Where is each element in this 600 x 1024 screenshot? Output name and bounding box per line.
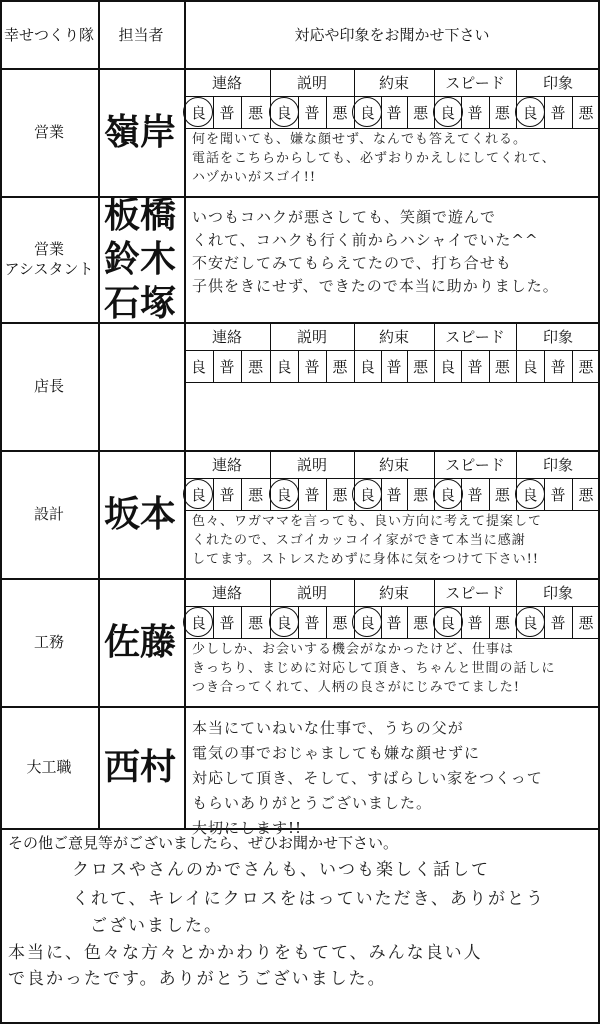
rating-option[interactable]: 普 [550, 485, 566, 504]
comment-line: もらいありがとうございました。 [192, 794, 433, 812]
rating-divider [407, 350, 408, 382]
rating-option[interactable]: 普 [386, 485, 402, 504]
rating-option[interactable]: 悪 [413, 613, 429, 632]
rating-divider [572, 96, 573, 128]
staff-name: 板橋 [104, 194, 177, 236]
rating-divider [381, 350, 382, 382]
rating-option[interactable]: 普 [219, 357, 235, 376]
department-text: アシスタント [4, 260, 94, 278]
staff-names [98, 68, 184, 196]
rating-option[interactable]: 悪 [413, 103, 429, 122]
rating-divider [461, 350, 462, 382]
rating-option[interactable]: 普 [219, 613, 235, 632]
category-label: 印象 [542, 455, 573, 474]
rating-divider [298, 606, 299, 638]
rating-option[interactable]: 良 [516, 478, 544, 510]
category-label: 連絡 [211, 327, 242, 346]
staff-name: 鈴木 [104, 238, 177, 280]
staff-name: 嶺岸 [104, 111, 177, 153]
selected-circle [433, 479, 463, 509]
rating-divider [241, 96, 242, 128]
category-label: 連絡 [211, 455, 242, 474]
staff-name: 西村 [104, 746, 177, 788]
rating-divider [213, 350, 214, 382]
rating-option[interactable]: 良 [434, 478, 461, 510]
selected-circle [269, 607, 299, 637]
rating-divider [241, 350, 242, 382]
rating-rule [184, 638, 600, 639]
frame-top [0, 0, 600, 2]
rating-option[interactable]: 悪 [578, 485, 594, 504]
rating-option[interactable]: 良 [184, 606, 213, 638]
category-label: 連絡 [211, 583, 242, 602]
category-label: 約束 [378, 455, 409, 474]
rating-option[interactable]: 普 [550, 357, 566, 376]
rating-divider [572, 606, 573, 638]
rating-option[interactable]: 普 [550, 613, 566, 632]
rating-option[interactable]: 悪 [248, 357, 264, 376]
category-label: 連絡 [211, 73, 242, 92]
rating-divider [326, 478, 327, 510]
selected-circle [183, 97, 213, 127]
category-label: スピード [445, 327, 505, 346]
rating-option[interactable]: 悪 [494, 103, 510, 122]
rating-option[interactable]: 良 [190, 357, 206, 376]
rating-option[interactable]: 良 [516, 96, 544, 128]
staff-names [98, 706, 184, 828]
selected-circle [352, 607, 382, 637]
category-label: 印象 [542, 327, 573, 346]
rating-divider [407, 96, 408, 128]
staff-name: 佐藤 [104, 621, 177, 663]
rating-option[interactable]: 普 [550, 103, 566, 122]
staff-names [98, 196, 184, 322]
comment-line: 不安だしてみてもらえてたので、打ち合せも [192, 254, 512, 272]
rating-option[interactable]: 良 [270, 606, 298, 638]
rating-option[interactable]: 普 [467, 613, 483, 632]
rating-option[interactable]: 悪 [413, 357, 429, 376]
rating-option[interactable]: 良 [276, 357, 292, 376]
comment-line: くれて、コハクも行く前からハシャイでいた^^ [192, 231, 539, 249]
header-team: 幸せつくり隊 [3, 25, 94, 44]
selected-circle [269, 479, 299, 509]
department-text: 工務 [33, 633, 64, 651]
rating-divider [544, 478, 545, 510]
rating-option[interactable]: 悪 [332, 357, 348, 376]
rating-divider [381, 478, 382, 510]
rating-option[interactable]: 普 [467, 103, 483, 122]
rating-option[interactable]: 良 [270, 478, 298, 510]
category-label: 説明 [296, 73, 327, 92]
staff-name: 坂本 [104, 493, 177, 535]
rating-divider [241, 478, 242, 510]
rating-option[interactable]: 悪 [248, 613, 264, 632]
department-label [0, 578, 98, 706]
rating-option[interactable]: 良 [516, 606, 544, 638]
rating-option[interactable]: 普 [304, 357, 320, 376]
rating-option[interactable]: 良 [184, 96, 213, 128]
selected-circle [183, 607, 213, 637]
selected-circle [269, 97, 299, 127]
department-label [0, 450, 98, 578]
rating-option[interactable]: 悪 [494, 485, 510, 504]
rating-option[interactable]: 悪 [248, 103, 264, 122]
rating-divider [544, 96, 545, 128]
comment-line: きっちり、まじめに対応して頂き、ちゃんと世間の話しに [192, 661, 556, 676]
selected-circle [433, 97, 463, 127]
rating-option[interactable]: 普 [304, 103, 320, 122]
rating-divider [461, 478, 462, 510]
footer-comment-line: ございました。 [90, 916, 223, 936]
rating-option[interactable]: 悪 [578, 357, 594, 376]
staff-names [98, 578, 184, 706]
rating-divider [213, 606, 214, 638]
rating-option[interactable]: 良 [522, 357, 538, 376]
rating-divider [381, 96, 382, 128]
rating-divider [544, 350, 545, 382]
rating-rule [184, 382, 600, 383]
department-text: 店長 [33, 377, 64, 395]
selected-circle [352, 479, 382, 509]
rating-option[interactable]: 普 [386, 357, 402, 376]
rating-option[interactable]: 良 [359, 357, 375, 376]
rating-option[interactable]: 悪 [494, 613, 510, 632]
comment-line: いつもコハクが悪さしても、笑顔で遊んで [192, 208, 497, 226]
rating-rule [184, 510, 600, 511]
header-feedback: 対応や印象をお聞かせ下さい [294, 25, 490, 44]
rating-option[interactable]: 悪 [248, 485, 264, 504]
category-label: 説明 [296, 583, 327, 602]
rating-option[interactable]: 良 [184, 478, 213, 510]
selected-circle [433, 607, 463, 637]
rating-option[interactable]: 普 [304, 485, 320, 504]
rating-divider [326, 606, 327, 638]
rating-option[interactable]: 悪 [332, 103, 348, 122]
category-label: 約束 [378, 583, 409, 602]
category-label: 約束 [378, 327, 409, 346]
comment-line: 電気の事でおじゃましても嫌な顔せずに [192, 744, 481, 762]
rating-option[interactable]: 良 [354, 478, 381, 510]
selected-circle [183, 479, 213, 509]
comment-line: つき合ってくれて、人柄の良さがにじみでてました! [192, 680, 520, 695]
rating-option[interactable]: 良 [354, 606, 381, 638]
comment-line: ハヅかいがスゴイ!! [192, 170, 317, 185]
department-label [0, 706, 98, 828]
comment-line: してます。ストレスためずに身体に気をつけて下さい!! [192, 552, 540, 567]
department-text: 大工職 [26, 758, 72, 776]
comment-line: 何を聞いても、嫌な顔せず、なんでも答えてくれる。 [192, 132, 527, 147]
rating-divider [241, 606, 242, 638]
rating-divider [326, 96, 327, 128]
rating-option[interactable]: 悪 [578, 103, 594, 122]
rating-divider [213, 478, 214, 510]
department-text: 営業 [33, 123, 64, 141]
staff-name: 石塚 [104, 282, 177, 324]
rating-option[interactable]: 悪 [332, 613, 348, 632]
comment-line: 大切にします!! [192, 819, 303, 837]
category-label: 印象 [542, 73, 573, 92]
comment-line: くれたので、スゴイカッコイイ家ができて本当に感謝 [192, 533, 526, 548]
footer-comment-line: クロスやさんのかでさんも、いつも楽しく話して [72, 860, 490, 880]
rating-option[interactable]: 普 [304, 613, 320, 632]
selected-circle [352, 97, 382, 127]
comment-line: 対応して頂き、そして、すばらしい家をつくって [192, 769, 543, 787]
category-label: スピード [445, 583, 505, 602]
footer-label: その他ご意見等がございましたら、ぜひお聞かせ下さい。 [8, 834, 399, 852]
rating-divider [461, 96, 462, 128]
footer-comment-line: 本当に、色々な方々とかかわりをもてて、みんな良い人 [8, 943, 483, 963]
rating-option[interactable]: 良 [434, 606, 461, 638]
rating-divider [381, 606, 382, 638]
rating-option[interactable]: 悪 [413, 485, 429, 504]
rating-option[interactable]: 悪 [332, 485, 348, 504]
rating-divider [213, 96, 214, 128]
category-label: 説明 [296, 327, 327, 346]
rating-divider [489, 478, 490, 510]
footer-comment-line: で良かったです。ありがとうございました。 [8, 969, 387, 989]
category-label: 説明 [296, 455, 327, 474]
staff-names [98, 322, 184, 450]
rating-divider [298, 350, 299, 382]
rating-option[interactable]: 良 [270, 96, 298, 128]
rating-option[interactable]: 普 [219, 485, 235, 504]
rating-option[interactable]: 普 [386, 103, 402, 122]
rating-divider [298, 478, 299, 510]
selected-circle [515, 607, 545, 637]
selected-circle [515, 479, 545, 509]
rating-divider [298, 96, 299, 128]
rating-option[interactable]: 普 [386, 613, 402, 632]
department-text: 設計 [33, 505, 64, 523]
rating-option[interactable]: 普 [467, 485, 483, 504]
comment-line: 本当にていねいな仕事で、うちの父が [192, 719, 464, 737]
rating-option[interactable]: 普 [219, 103, 235, 122]
category-label: スピード [445, 73, 505, 92]
selected-circle [515, 97, 545, 127]
header-staff: 担当者 [118, 25, 164, 44]
rating-option[interactable]: 悪 [494, 357, 510, 376]
rating-divider [489, 606, 490, 638]
rating-option[interactable]: 良 [434, 96, 461, 128]
rating-divider [489, 350, 490, 382]
rating-divider [572, 350, 573, 382]
category-label: スピード [445, 455, 505, 474]
rating-option[interactable]: 悪 [578, 613, 594, 632]
footer-comment-line: くれて、キレイにクロスをはっていただき、ありがとう [72, 889, 545, 909]
rating-option[interactable]: 普 [467, 357, 483, 376]
rating-divider [544, 606, 545, 638]
comment-line: 色々、ワガママを言っても、良い方向に考えて提案して [192, 514, 543, 529]
department-label [0, 196, 98, 322]
staff-names [98, 450, 184, 578]
rating-divider [407, 478, 408, 510]
rating-divider [572, 478, 573, 510]
comment-line: 子供をきにせず、できたので本当に助かりました。 [192, 277, 559, 295]
rating-divider [489, 96, 490, 128]
department-label [0, 68, 98, 196]
department-text: 営業 [33, 240, 64, 258]
rating-rule [184, 128, 600, 129]
department-label [0, 322, 98, 450]
rating-divider [407, 606, 408, 638]
comment-line: 電話をこちらからしても、必ずおりかえしにしてくれて、 [192, 151, 556, 166]
rating-option[interactable]: 良 [354, 96, 381, 128]
comment-line: 少ししか、お会いする機会がなかったけど、仕事は [192, 642, 515, 657]
category-label: 印象 [542, 583, 573, 602]
rating-divider [461, 606, 462, 638]
rating-divider [326, 350, 327, 382]
rating-option[interactable]: 良 [440, 357, 456, 376]
category-label: 約束 [378, 73, 409, 92]
